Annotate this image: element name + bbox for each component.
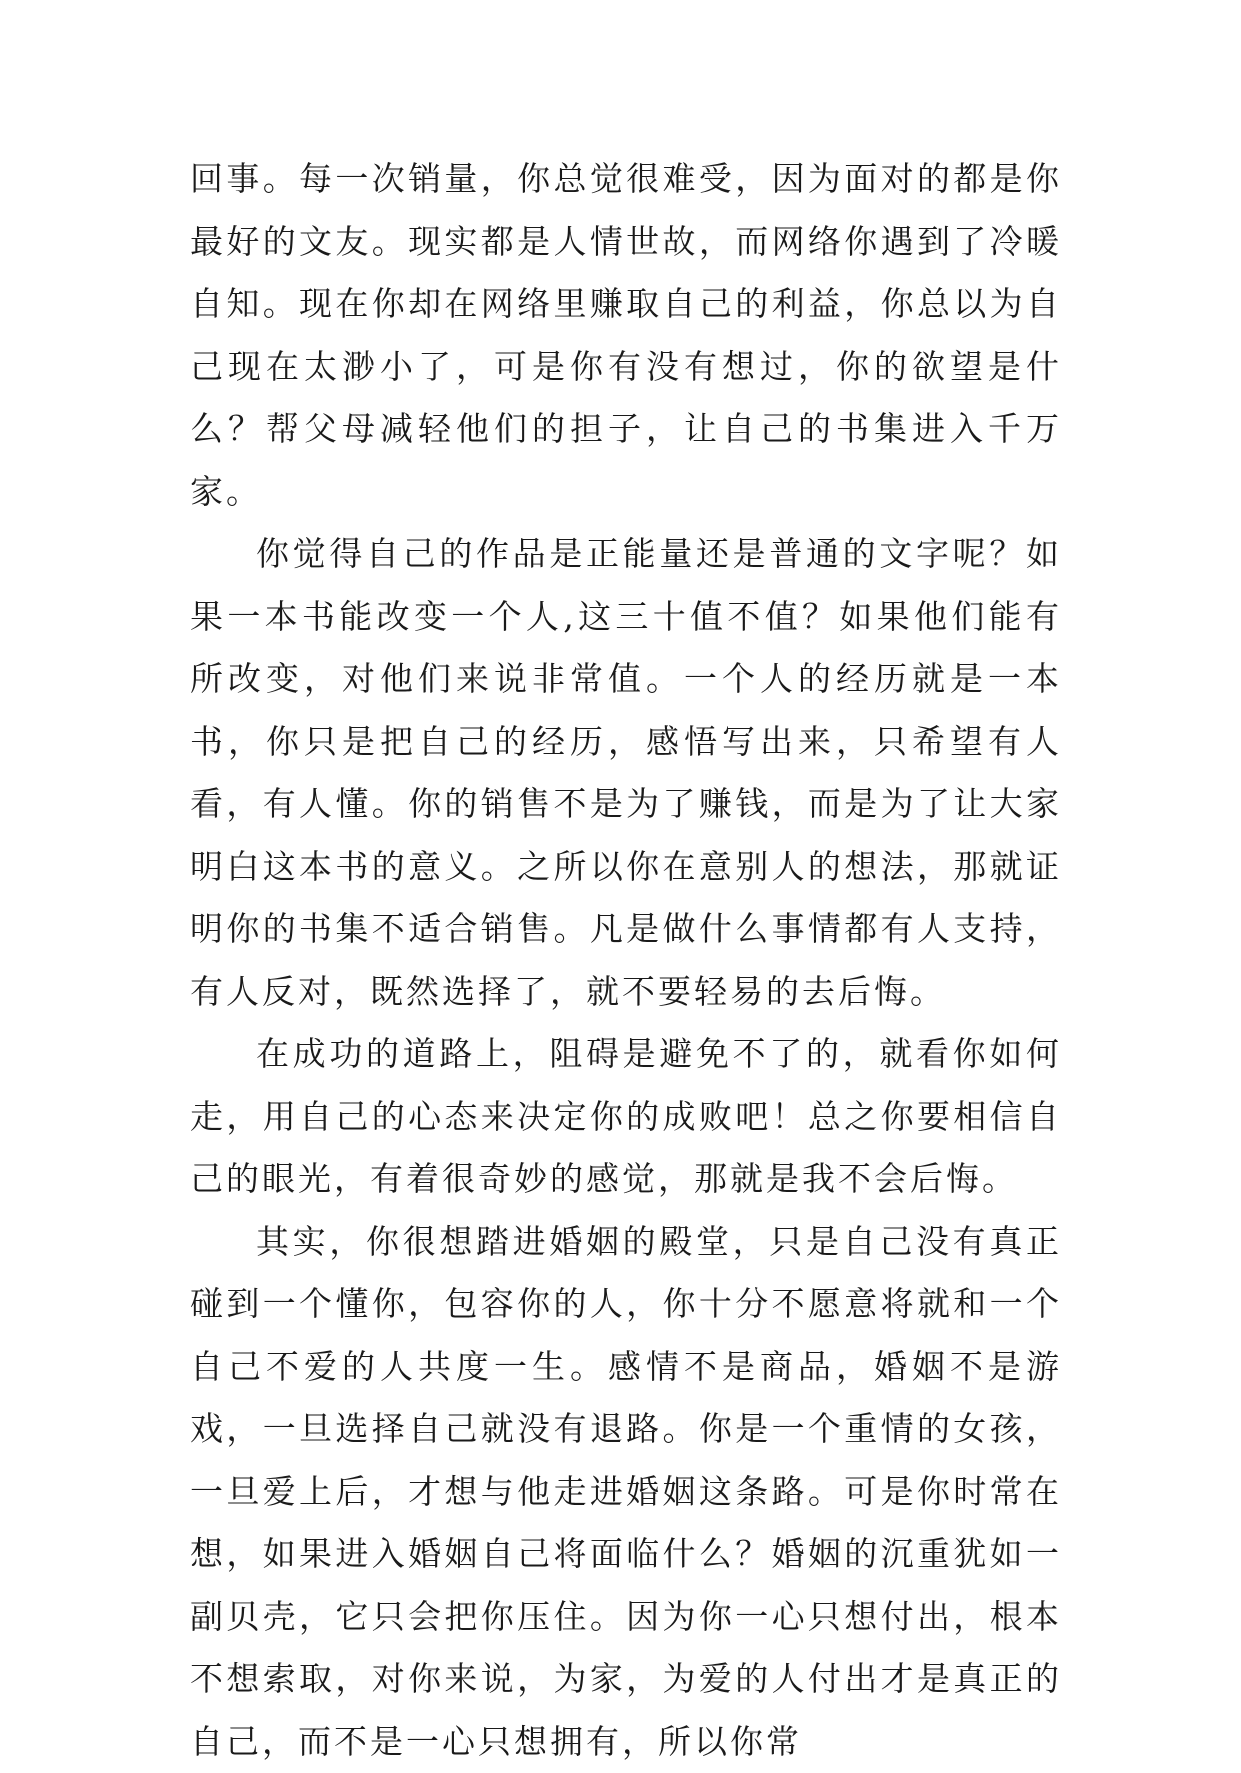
document-body bbox=[190, 148, 1062, 1773]
paragraph-3: 在成功的道路上，阻碍是避免不了的，就看你如何走，用自己的心态来决定你的成败吧！总之你要相信自己的眼光，有着很奇妙的感觉，那就是我不会后悔。 bbox=[190, 1023, 1062, 1211]
paragraph-4: 其实，你很想踏进婚姻的殿堂，只是自己没有真正碰到一个懂你，包容你的人，你十分不愿意将就和一个自己不爱的人共度一生。感情不是商品，婚姻不是游戏，一旦选择自己就没有退路。你是一个重情的女孩，一旦爱上后，才想与他走进婚姻这条路。可是你时常在想，如果进入婚姻自己将面临什么？婚姻的沉重犹如一副贝壳，它只会把你压住。因为你一心只想付出，根本不想索取，对你来说，为家，为爱的人付出才是真正的自己，而不是一心只想拥有，所以你常 bbox=[190, 1211, 1062, 1773]
paragraph-2: 你觉得自己的作品是正能量还是普通的文字呢？如果一本书能改变一个人,这三十值不值？如果他们能有所改变，对他们来说非常值。一个人的经历就是一本书，你只是把自己的经历，感悟写出来，只希望有人看，有人懂。你的销售不是为了赚钱，而是为了让大家明白这本书的意义。之所以你在意别人的想法，那就证明你的书集不适合销售。凡是做什么事情都有人支持，有人反对，既然选择了，就不要轻易的去后悔。 bbox=[190, 523, 1062, 1023]
paragraph-1: 回事。每一次销量，你总觉很难受，因为面对的都是你最好的文友。现实都是人情世故，而网络你遇到了冷暖自知。现在你却在网络里赚取自己的利益，你总以为自己现在太渺小了，可是你有没有想过，你的欲望是什么？帮父母减轻他们的担子，让自己的书集进入千万家。 bbox=[190, 148, 1062, 523]
